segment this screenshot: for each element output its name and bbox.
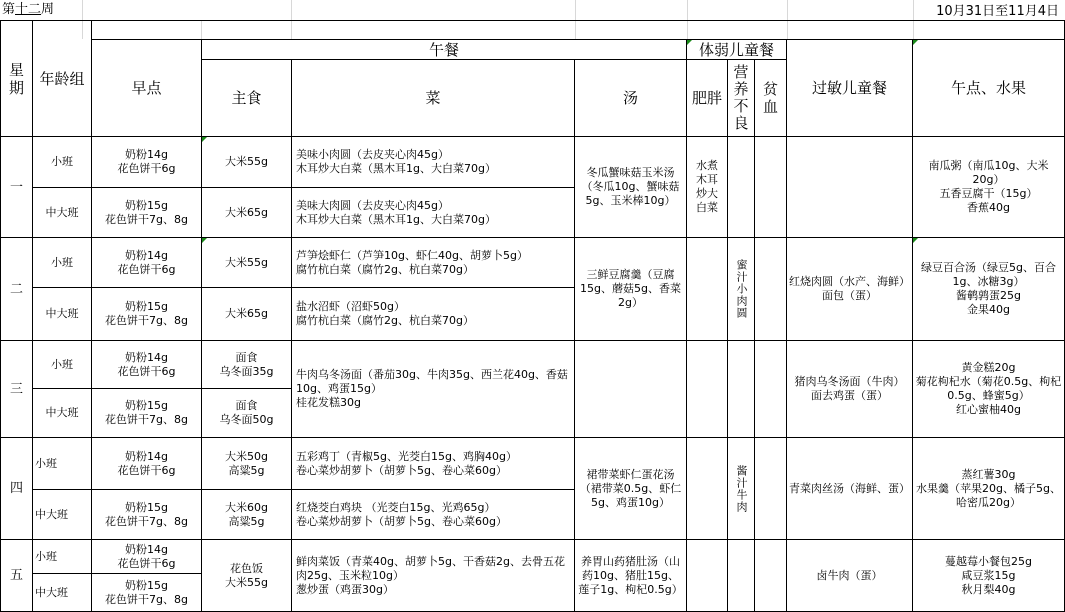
age-group-cell: 中大班 [33,389,92,438]
obese-cell [687,341,728,438]
staple-cell: 面食 乌冬面50g [202,389,292,438]
breakfast-cell: 奶粉15g 花色饼干7g、8g [92,490,202,540]
snack-cell: 蔓越莓小餐包25g 咸豆浆15g 秋月梨40g [913,540,1064,612]
dish-cell: 红烧茭白鸡块 （光茭白15g、光鸡65g） 卷心菜炒胡萝卜（胡萝卜5g、卷心菜60g） [292,490,575,540]
breakfast-cell: 奶粉14g 花色饼干6g [92,137,202,188]
obese-cell [687,238,728,341]
header-soup: 汤 [575,60,687,137]
staple-cell: 面食 乌冬面35g [202,341,292,389]
age-group-cell: 中大班 [33,288,92,341]
anemia-cell [755,540,787,612]
breakfast-cell: 奶粉14g 花色饼干6g [92,238,202,288]
anemia-cell [755,341,787,438]
week-suffix: 周 [41,2,55,17]
day-label: 五 [1,540,33,612]
day-label: 三 [1,341,33,438]
comment-marker-icon [687,40,692,45]
breakfast-cell: 奶粉15g 花色饼干7g、8g [92,574,202,612]
obese-cell: 水煮 木耳 炒大 白菜 [687,137,728,238]
day-label: 四 [1,438,33,540]
header-weekday: 星 期 [1,21,33,137]
header-allergy: 过敏儿童餐 [787,40,913,137]
age-group-cell: 中大班 [33,490,92,540]
snack-cell: 蒸红薯30g 水果羹（苹果20g、橘子5g、哈密瓜20g） [913,438,1064,540]
malnutrition-cell [728,540,755,612]
soup-cell: 三鲜豆腐羹（豆腐15g、蘑菇5g、香菜2g） [575,238,687,341]
header-breakfast: 早点 [92,40,202,137]
header-spacer [92,21,1064,40]
header-lunch: 午餐 [202,40,687,60]
allergy-cell: 卤牛肉（蛋） [787,540,913,612]
malnutrition-cell: 酱汁牛肉 [728,438,755,540]
age-group-cell: 小班 [33,540,92,574]
week-number: 十二 [15,2,42,17]
staple-cell: 大米55g [202,137,292,188]
comment-marker-icon [202,238,207,243]
age-group-cell: 小班 [33,438,92,490]
header-anemia: 贫 血 [755,60,787,137]
staple-cell: 大米60g 高粱5g [202,490,292,540]
staple-cell: 大米65g [202,288,292,341]
malnutrition-cell: 蜜汁小肉圆 [728,238,755,341]
dish-cell: 五彩鸡丁（青椒5g、光茭白15g、鸡胸40g） 卷心菜炒胡萝卜（胡萝卜5g、卷心菜60g） [292,438,575,490]
anemia-cell [755,238,787,341]
breakfast-cell: 奶粉15g 花色饼干7g、8g [92,389,202,438]
comment-marker-icon [913,40,918,45]
dish-cell: 盐水沼虾（沼虾50g） 腐竹杭白菜（腐竹2g、杭白菜70g） [292,288,575,341]
staple-cell: 花色饭 大米55g [202,540,292,612]
dish-cell: 美味小肉圆（去皮夹心肉45g） 木耳炒大白菜（黑木耳1g、大白菜70g） [292,137,575,188]
header-snack: 午点、水果 [913,40,1064,137]
anemia-cell [755,137,787,238]
staple-cell: 大米65g [202,188,292,238]
age-group-cell: 中大班 [33,574,92,612]
breakfast-cell: 奶粉14g 花色饼干6g [92,341,202,389]
staple-cell: 大米55g [202,238,292,288]
day-label: 二 [1,238,33,341]
obese-cell [687,540,728,612]
allergy-cell: 猪肉乌冬汤面（牛肉） 面去鸡蛋（蛋） [787,341,913,438]
obese-cell [687,438,728,540]
age-group-cell: 小班 [33,341,92,389]
header-malnutrition: 营 养 不 良 [728,60,755,137]
header-dish: 菜 [292,60,575,137]
day-label: 一 [1,137,33,238]
dish-cell: 芦笋烩虾仁（芦笋10g、虾仁40g、胡萝卜5g） 腐竹杭白菜（腐竹2g、杭白菜70g） [292,238,575,288]
staple-cell: 大米50g 高粱5g [202,438,292,490]
week-prefix: 第 [2,2,16,17]
week-label [2,1,54,19]
soup-cell: 冬瓜蟹味菇玉米汤（冬瓜10g、蟹味菇5g、玉米棒10g） [575,137,687,238]
dish-cell: 美味大肉圆（去皮夹心肉45g） 木耳炒大白菜（黑木耳1g、大白菜70g） [292,188,575,238]
snack-cell: 南瓜粥（南瓜10g、大米20g） 五香豆腐干（15g） 香蕉40g [913,137,1064,238]
malnutrition-cell [728,341,755,438]
breakfast-cell: 奶粉15g 花色饼干7g、8g [92,288,202,341]
header-age-group: 年龄组 [33,21,92,137]
snack-cell: 绿豆百合汤（绿豆5g、百合1g、冰糖3g） 酱鹌鹑蛋25g 金果40g [913,238,1064,341]
age-group-cell: 小班 [33,137,92,188]
snack-cell: 黄金糕20g 菊花枸杞水（菊花0.5g、枸杞0.5g、蜂蜜5g） 红心蜜柚40g [913,341,1064,438]
dish-cell: 牛肉乌冬汤面（番茄30g、牛肉35g、西兰花40g、香菇10g、鸡蛋15g） 桂花发糕30g [292,341,575,438]
breakfast-cell: 奶粉14g 花色饼干6g [92,540,202,574]
header-weak-child: 体弱儿童餐 [687,40,787,60]
soup-cell [575,341,687,438]
date-range: 10月31日至11月4日 [936,4,1059,19]
dish-cell: 鲜肉菜饭（青菜40g、胡萝卜5g、干香菇2g、去骨五花肉25g、玉米粒10g） 葱炒蛋（鸡蛋30g） [292,540,575,612]
comment-marker-icon [913,238,918,243]
soup-cell: 裙带菜虾仁蛋花汤（裙带菜0.5g、虾仁5g、鸡蛋10g） [575,438,687,540]
age-group-cell: 中大班 [33,188,92,238]
malnutrition-cell [728,137,755,238]
allergy-cell: 青菜肉丝汤（海鲜、蛋） [787,438,913,540]
soup-cell: 养胃山药猪肚汤（山药10g、猪肚15g、莲子1g、枸杞0.5g） [575,540,687,612]
allergy-cell [787,137,913,238]
breakfast-cell: 奶粉14g 花色饼干6g [92,438,202,490]
age-group-cell: 小班 [33,238,92,288]
allergy-cell: 红烧肉圆（水产、海鲜） 面包（蛋） [787,238,913,341]
anemia-cell [755,438,787,540]
header-obese: 肥胖 [687,60,728,137]
comment-marker-icon [202,137,207,142]
header-staple: 主食 [202,60,292,137]
breakfast-cell: 奶粉15g 花色饼干7g、8g [92,188,202,238]
